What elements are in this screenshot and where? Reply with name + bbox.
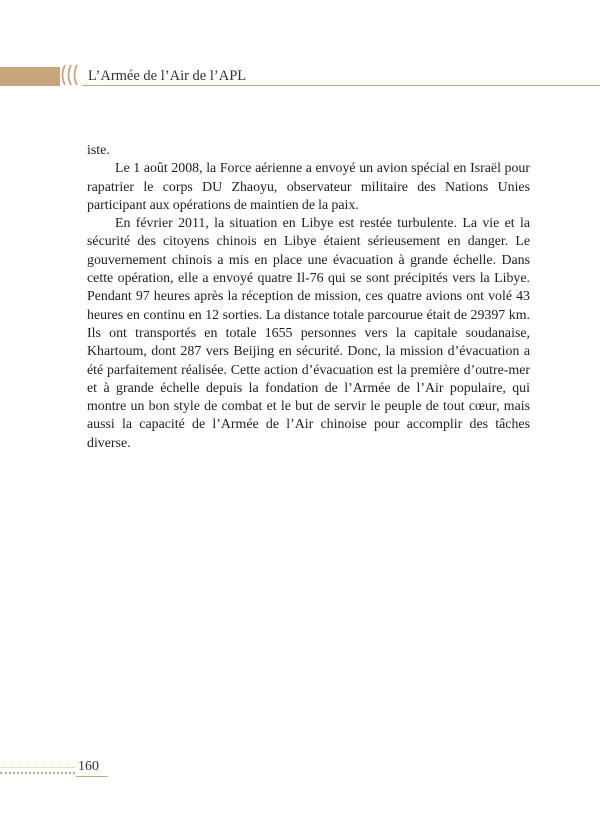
page-number-rule [76,776,108,777]
header-rule [82,85,600,86]
running-header-title: L’Armée de l’Air de l’APL [88,68,247,84]
paragraph-continuation: iste. [87,143,110,158]
header-bracket-icon [58,64,84,86]
paragraph: En février 2011, la situation en Libye est restée turbulente. La vie et la sécurité des citoyens chinois en Libye étaient sérieusement en danger. Le gouvernement chinois a mis en place une évacuation à grande échelle. Dans cette opération, elle a envoyé quatre Il-76 qui se sont précipités vers la Libye. Pendant 97 heures après la réception de mission, ces quatre avions ont volé 43 heures en continu en 12 sorties. La distance totale parcourue était de 29397 km. Ils ont transportés en totale 1655 personnes vers la capitale soudanaise, Khartoum, dont 287 vers Beijing en sécurité. Donc, la mission d’évacuation a été parfaitement réalisée. Cette action d’évacuation est la première d’outre-mer et à grande échelle depuis la fondation de l’Armée de l’Air populaire, qui montre un bon style de combat et le but de servir le peuple de tout cœur, mais aussi la capacité de l’Armée de l’Air chinoise pour accomplir des tâches diverse. [87,216,530,451]
body-text [87,142,530,453]
footer-dotted-rule [0,767,75,769]
running-header [0,67,600,86]
paragraph: Le 1 août 2008, la Force aérienne a envoyé un avion spécial en Israël pour rapatrier le corps DU Zhaoyu, observateur militaire des Nations Unies participant aux opérations de maintien de la paix. [87,161,530,213]
page-number: 160 [78,759,99,774]
footer-dotted-rule-bold [0,772,75,775]
header-accent-bar [0,67,60,86]
